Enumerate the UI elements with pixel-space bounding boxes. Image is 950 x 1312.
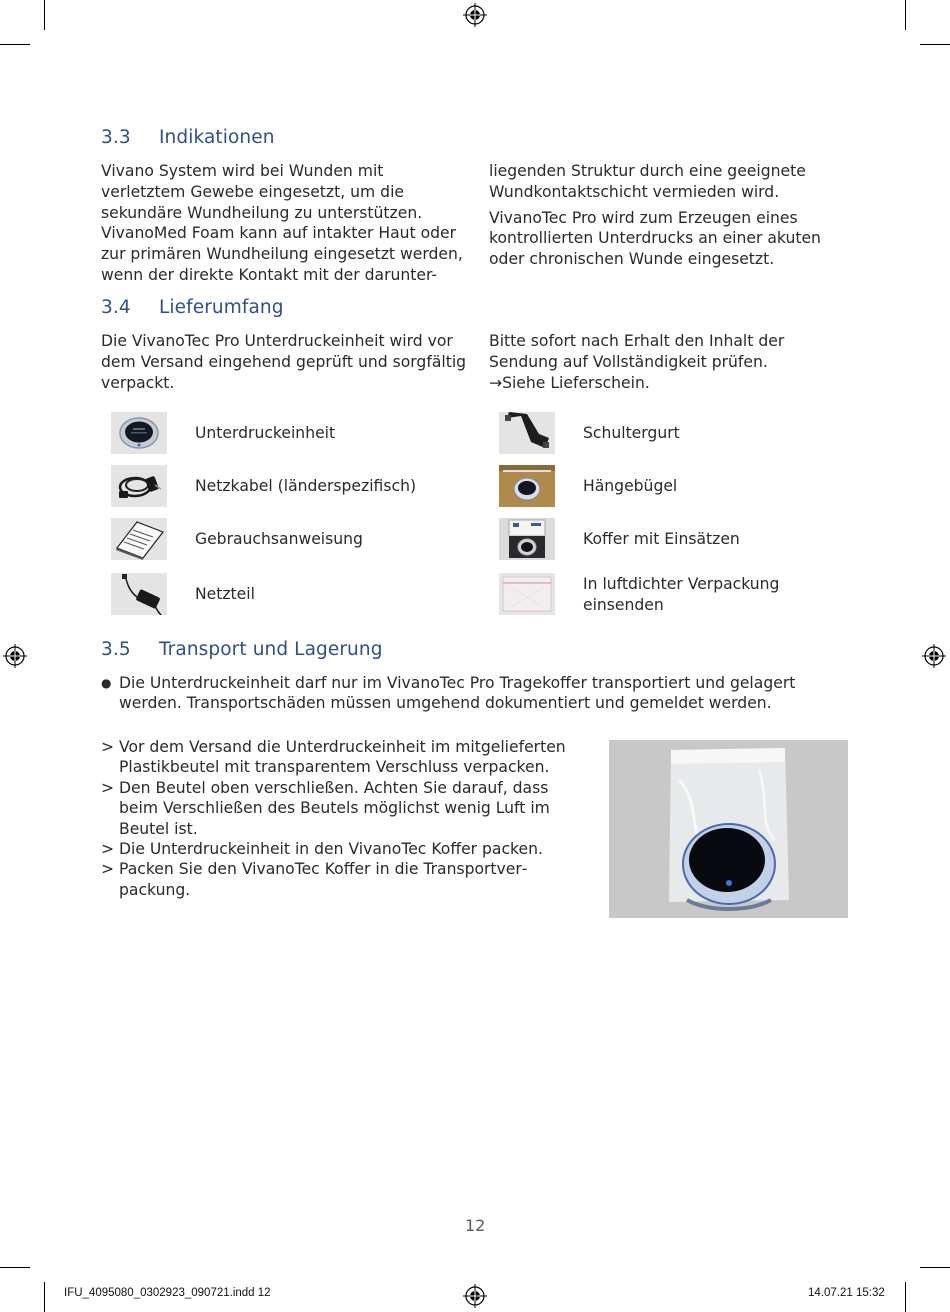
page-number: 12: [465, 1216, 486, 1235]
crop-mark-top-left-h: [0, 44, 30, 45]
list-item: [101, 673, 861, 714]
item-gebrauchsanweisung: Gebrauchsanweisung: [195, 530, 363, 548]
indikationen-col1: [101, 161, 469, 286]
step-text: Den Beutel oben verschließen. Achten Sie darauf, dass beim Verschließen des Beutels möglichst wenig Luft im Beutel ist.: [119, 778, 550, 838]
item-schultergurt: Schultergurt: [583, 424, 680, 442]
crop-mark-top-right-v: [905, 0, 906, 30]
hanger-thumbnail: [499, 465, 555, 507]
transport-bullet-list: [101, 673, 861, 714]
bullet-marker: ●: [101, 676, 112, 690]
manual-thumbnail: [111, 518, 167, 560]
item-luftdichte-verpackung: In luftdichter Verpackung einsenden: [583, 575, 780, 614]
list-item: [101, 778, 586, 839]
lieferumfang-paragraph-2: Bitte sofort nach Erhalt den Inhalt der Sendung auf Vollständigkeit prüfen.: [489, 332, 785, 371]
registration-mark-right: [922, 644, 946, 668]
list-item: [101, 737, 586, 778]
lieferumfang-col1: [101, 331, 469, 393]
step-marker: >: [101, 840, 115, 859]
arrow-right-icon: →: [489, 373, 503, 392]
power-cord-thumbnail: [111, 465, 167, 507]
indikationen-col2: [489, 161, 851, 270]
section-number: 3.5: [101, 639, 131, 660]
item-netzkabel: Netzkabel (länderspezifisch): [195, 477, 417, 495]
registration-mark-bottom: [463, 1284, 487, 1308]
indikationen-paragraph-1: Vivano System wird bei Wunden mit verletztem Gewebe eingesetzt, um die sekundäre Wundheilung zu unterstützen. VivanoMed Foam kann auf intakter Haut oder zur primären Wundheilung eingesetzt werden, wenn der direkte Kontakt mit der darunter-: [101, 162, 463, 284]
step-text: Vor dem Versand die Unterdruckeinheit im mitgelieferten Plastikbeutel mit transparentem Verschluss verpacken.: [119, 738, 566, 777]
section-title: Indikationen: [159, 127, 275, 148]
section-heading-transport: [101, 639, 383, 660]
bullet-text: Die Unterdruckeinheit darf nur im VivanoTec Pro Tragekoffer transportiert und gelagert werden. Transportschäden müssen umgehend dokumentiert und gemeldet werden.: [119, 674, 796, 713]
step-marker: >: [101, 738, 115, 756]
item-unterdruckeinheit: Unterdruckeinheit: [195, 424, 336, 442]
item-koffer: Koffer mit Einsätzen: [583, 530, 740, 548]
section-heading-indikationen: [101, 127, 275, 148]
lieferschein-reference-text: Siehe Lieferschein.: [502, 373, 650, 392]
indikationen-paragraph-2: liegenden Struktur durch eine geeignete Wundkontaktschicht vermieden wird.: [489, 162, 806, 201]
indikationen-paragraph-3: VivanoTec Pro wird zum Erzeugen eines kontrollierten Unterdrucks an einer akuten oder chronischen Wunde eingesetzt.: [489, 208, 821, 269]
section-title: Transport und Lagerung: [159, 639, 383, 660]
transport-steps-list: [101, 737, 586, 900]
crop-mark-bottom-right-v: [905, 1282, 906, 1312]
device-thumbnail: [111, 412, 167, 454]
shoulder-strap-thumbnail: [499, 412, 555, 454]
section-heading-lieferumfang: [101, 297, 284, 318]
lieferumfang-col2: [489, 331, 855, 393]
device-in-bag-photo: [609, 740, 848, 918]
item-haengebuegel: Hängebügel: [583, 477, 678, 495]
step-marker: >: [101, 778, 115, 797]
registration-mark-left: [3, 644, 27, 668]
registration-mark-top: [463, 3, 487, 27]
slug-filename: IFU_4095080_0302923_090721.indd 12: [64, 1287, 271, 1299]
crop-mark-bottom-left-v: [44, 1282, 45, 1312]
case-thumbnail: [499, 518, 555, 560]
section-number: 3.4: [101, 297, 131, 318]
crop-mark-top-left-v: [44, 0, 45, 30]
step-marker: >: [101, 860, 115, 879]
crop-mark-bottom-left-h: [0, 1267, 30, 1268]
list-item: [101, 839, 586, 859]
slug-timestamp: 14.07.21 15:32: [808, 1287, 885, 1299]
crop-mark-top-right-h: [920, 44, 950, 45]
lieferschein-reference: [489, 373, 855, 394]
item-netzteil: Netzteil: [195, 585, 255, 603]
power-supply-thumbnail: [111, 573, 167, 615]
lieferumfang-paragraph-1: Die VivanoTec Pro Unterdruckeinheit wird vor dem Versand eingehend geprüft und sorgfältig verpackt.: [101, 332, 467, 392]
airtight-bag-thumbnail: [499, 573, 555, 615]
section-title: Lieferumfang: [159, 297, 284, 318]
step-text: Packen Sie den VivanoTec Koffer in die Transportverpackung.: [119, 860, 528, 899]
crop-mark-bottom-right-h: [920, 1267, 950, 1268]
list-item: [101, 859, 586, 900]
section-number: 3.3: [101, 127, 131, 148]
step-text: Die Unterdruckeinheit in den VivanoTec Koffer packen.: [119, 840, 543, 859]
